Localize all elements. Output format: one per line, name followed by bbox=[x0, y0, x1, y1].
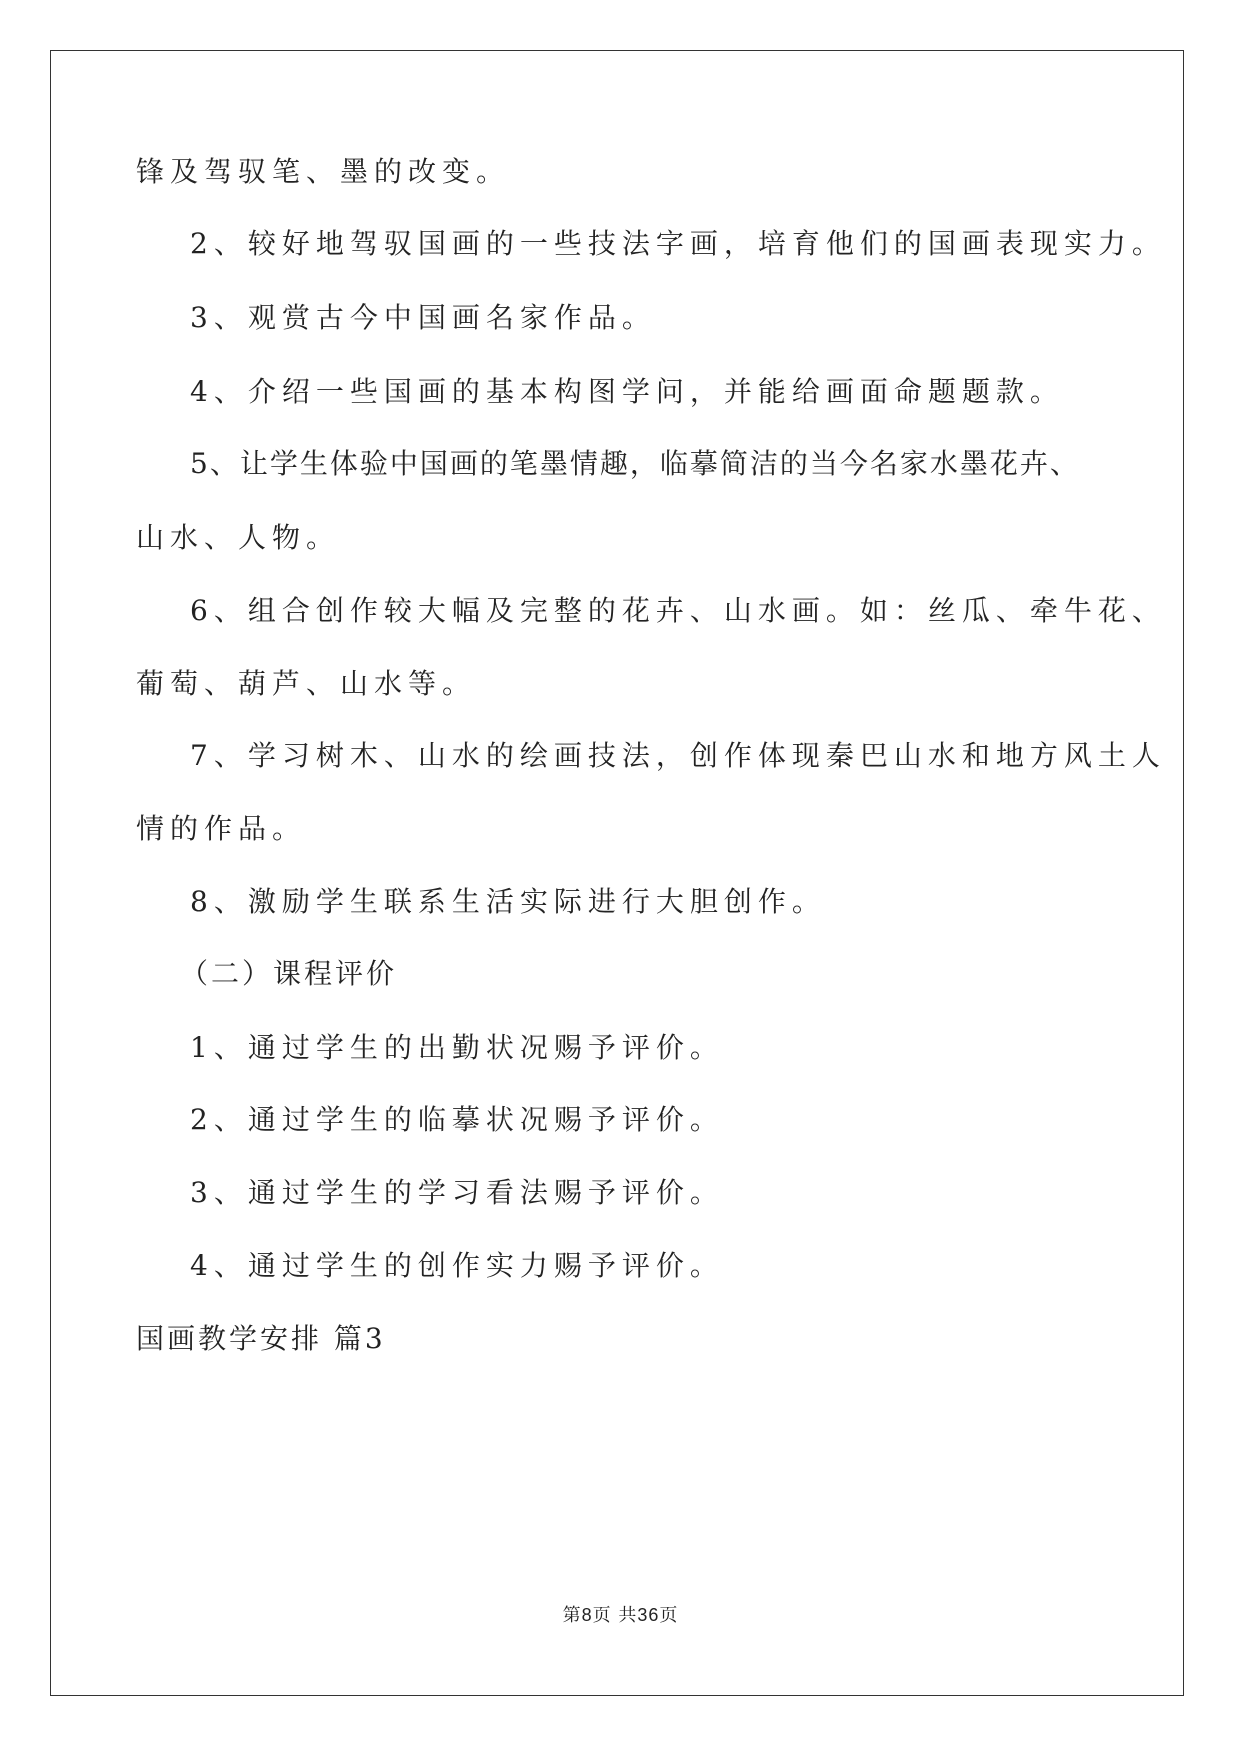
footer-page-total: 36 bbox=[637, 1605, 660, 1625]
section-heading: （二）课程评价 bbox=[180, 957, 398, 990]
page-footer bbox=[0, 1604, 1241, 1627]
footer-page-prefix: 第 bbox=[562, 1605, 582, 1626]
text-line: 3、观赏古今中国画名家作品。 bbox=[190, 301, 656, 334]
text-line: 5、让学生体验中国画的笔墨情趣，临摹简洁的当今名家水墨花卉、 bbox=[190, 447, 1080, 480]
text-line: 2、通过学生的临摹状况赐予评价。 bbox=[190, 1103, 724, 1136]
footer-page-suffix: 页 bbox=[659, 1605, 679, 1626]
text-line: 4、通过学生的创作实力赐予评价。 bbox=[190, 1249, 724, 1282]
text-line: 4、介绍一些国画的基本构图学问，并能给画面命题题款。 bbox=[190, 375, 1064, 408]
text-line: 锋及驾驭笔、墨的改变。 bbox=[136, 155, 511, 188]
text-line: 1、通过学生的出勤状况赐予评价。 bbox=[190, 1031, 724, 1064]
chapter-heading: 国画教学安排 篇3 bbox=[136, 1322, 386, 1355]
text-line: 情的作品。 bbox=[136, 812, 307, 845]
footer-page-mid: 页 共 bbox=[592, 1605, 638, 1626]
text-line: 葡萄、葫芦、山水等。 bbox=[136, 667, 477, 700]
text-line: 3、通过学生的学习看法赐予评价。 bbox=[190, 1176, 724, 1209]
page-border bbox=[50, 50, 1184, 1696]
footer-page-current: 8 bbox=[581, 1605, 593, 1625]
text-line: 2、较好地驾驭国画的一些技法字画，培育他们的国画表现实力。 bbox=[190, 227, 1166, 260]
text-line: 8、激励学生联系生活实际进行大胆创作。 bbox=[190, 885, 826, 918]
text-line: 7、学习树木、山水的绘画技法，创作体现秦巴山水和地方风土人 bbox=[190, 739, 1166, 772]
text-line: 山水、人物。 bbox=[136, 521, 341, 554]
text-line: 6、组合创作较大幅及完整的花卉、山水画。如：丝瓜、牵牛花、 bbox=[190, 594, 1166, 627]
